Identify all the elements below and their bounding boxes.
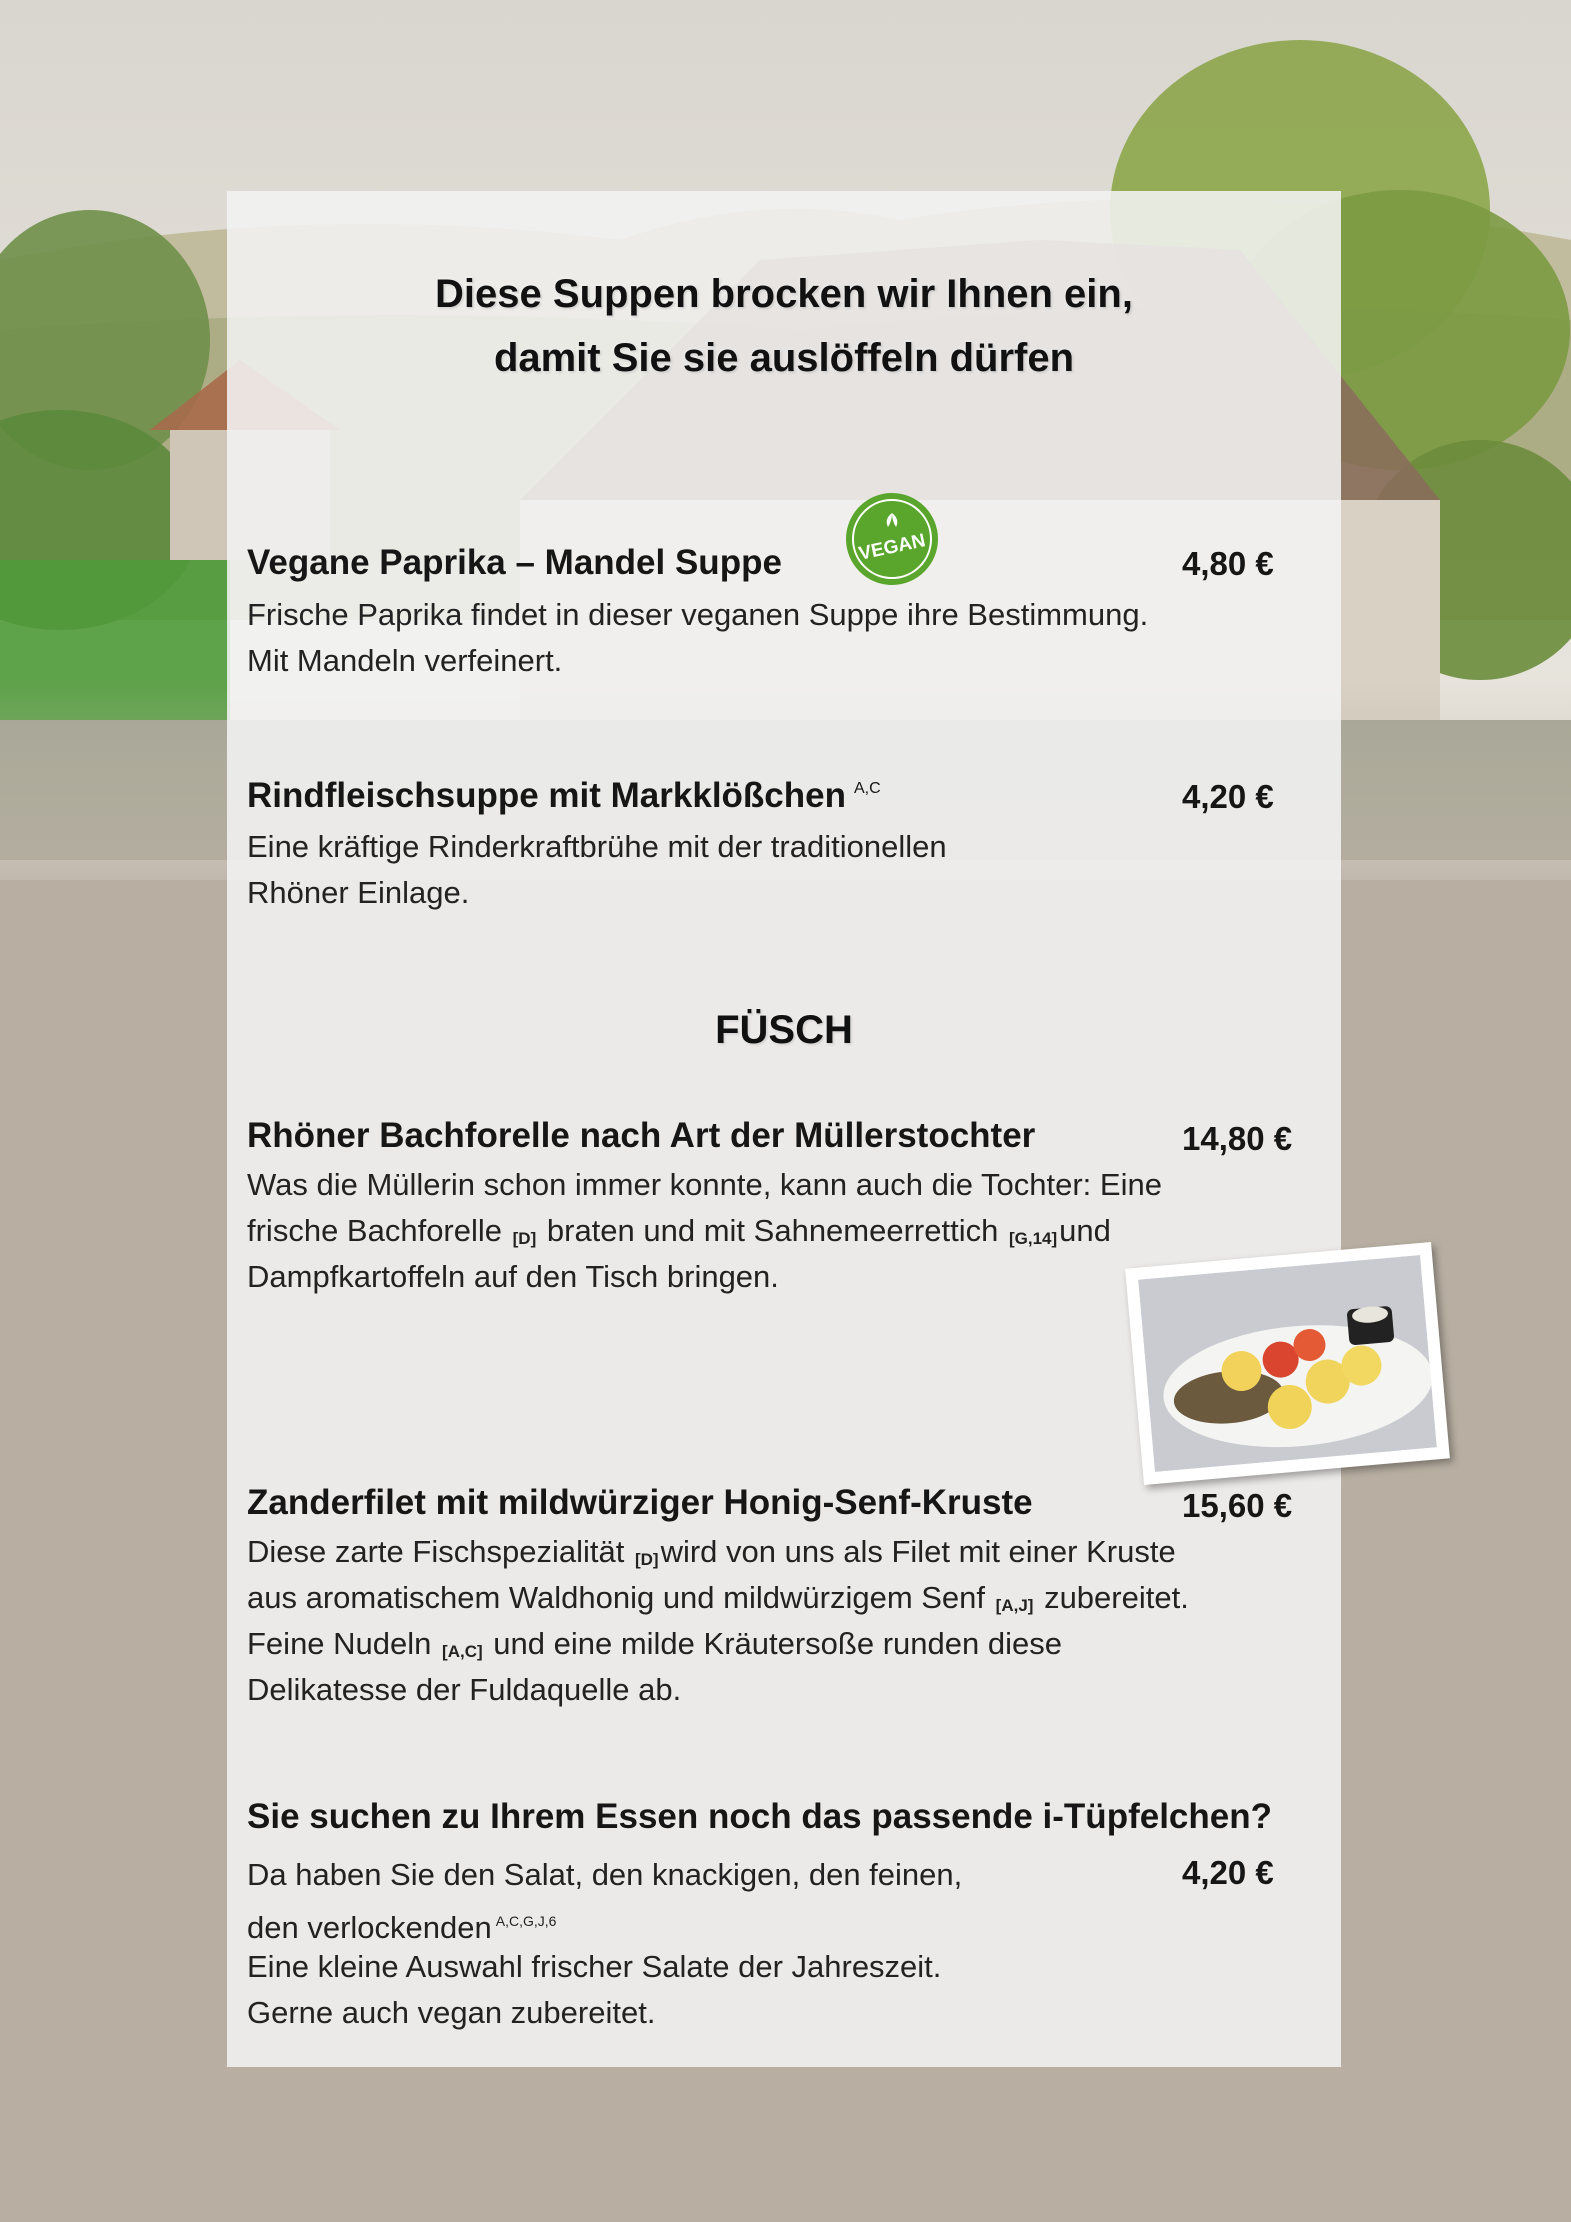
fish-2-price: 15,60 € [1182, 1487, 1293, 1524]
fish-2-desc-l3b: und eine milde Kräutersoße runden diese [493, 1626, 1062, 1661]
dish-photo [1125, 1242, 1450, 1485]
vegan-badge-icon [844, 491, 940, 587]
vegan-badge-label: VEGAN [856, 530, 928, 565]
salad-desc-line-3: Eine kleine Auswahl frischer Salate der Jahreszeit. [247, 1949, 942, 1984]
fish-1-desc-l2a: frische Bachforelle [247, 1213, 503, 1248]
soup-1-desc-line-2: Mit Mandeln verfeinert. [247, 643, 563, 678]
fish-2-desc-l2a: aus aromatischem Waldhonig und mildwürzigem Senf [247, 1580, 986, 1615]
fish-1-allergen-2: [G,14] [1008, 1229, 1058, 1248]
soup-2-title [247, 776, 881, 816]
fish-1-desc-l2c: und [1059, 1213, 1111, 1248]
soup-1-desc-line-1: Frische Paprika findet in dieser veganen Suppe ihre Bestimmung. [247, 597, 1149, 632]
fish-1-desc-l2b: braten und mit Sahnemeerrettich [546, 1213, 999, 1248]
salad-title: Sie suchen zu Ihrem Essen noch das passende i-Tüpfelchen? [247, 1797, 1272, 1836]
salad-desc-l2: den verlockenden [247, 1910, 492, 1945]
page-title-line-2: damit Sie sie auslöffeln dürfen [493, 336, 1075, 380]
fish-2-desc-line-4: Delikatesse der Fuldaquelle ab. [247, 1672, 682, 1707]
salad-allergens: A,C,G,J,6 [495, 1913, 557, 1929]
fish-2-desc-l1b: wird von uns als Filet mit einer Kruste [660, 1534, 1176, 1569]
soup-2-price: 4,20 € [1182, 778, 1274, 815]
salad-desc-line-1: Da haben Sie den Salat, den knackigen, den feinen, [247, 1857, 963, 1892]
fish-1-desc-line-3: Dampfkartoffeln auf den Tisch bringen. [247, 1259, 779, 1294]
soup-2-desc-line-1: Eine kräftige Rinderkraftbrühe mit der traditionellen [247, 829, 947, 864]
soup-1-price: 4,80 € [1182, 545, 1274, 582]
salad-price: 4,20 € [1182, 1854, 1274, 1891]
fish-1-price: 14,80 € [1182, 1120, 1293, 1157]
fish-2-allergen-3: [A,C] [442, 1642, 483, 1661]
soup-2-allergens: A,C [854, 780, 881, 797]
fish-2-allergen-1: [D] [634, 1550, 659, 1569]
fish-2-desc-l1a: Diese zarte Fischspezialität [247, 1534, 625, 1569]
page-title-line-1: Diese Suppen brocken wir Ihnen ein, [435, 272, 1133, 316]
soup-1-title: Vegane Paprika – Mandel Suppe [247, 543, 782, 582]
section-heading-fish: FÜSCH [715, 1008, 853, 1052]
fish-1-title: Rhöner Bachforelle nach Art der Müllerstochter [247, 1116, 1036, 1155]
soup-2-title-text: Rindfleischsuppe mit Markklößchen [247, 776, 846, 815]
fish-1-desc-line-1: Was die Müllerin schon immer konnte, kann auch die Tochter: Eine [247, 1167, 1162, 1202]
fish-2-desc-l2b: zubereitet. [1044, 1580, 1189, 1615]
fish-1-allergen-1: [D] [512, 1229, 537, 1248]
fish-2-desc-l3a: Feine Nudeln [247, 1626, 432, 1661]
fish-2-allergen-2: [A,J] [995, 1596, 1034, 1615]
salad-desc-line-4: Gerne auch vegan zubereitet. [247, 1995, 656, 2030]
soup-2-desc-line-2: Rhöner Einlage. [247, 875, 470, 910]
fish-2-title: Zanderfilet mit mildwürziger Honig-Senf-Kruste [247, 1483, 1033, 1522]
